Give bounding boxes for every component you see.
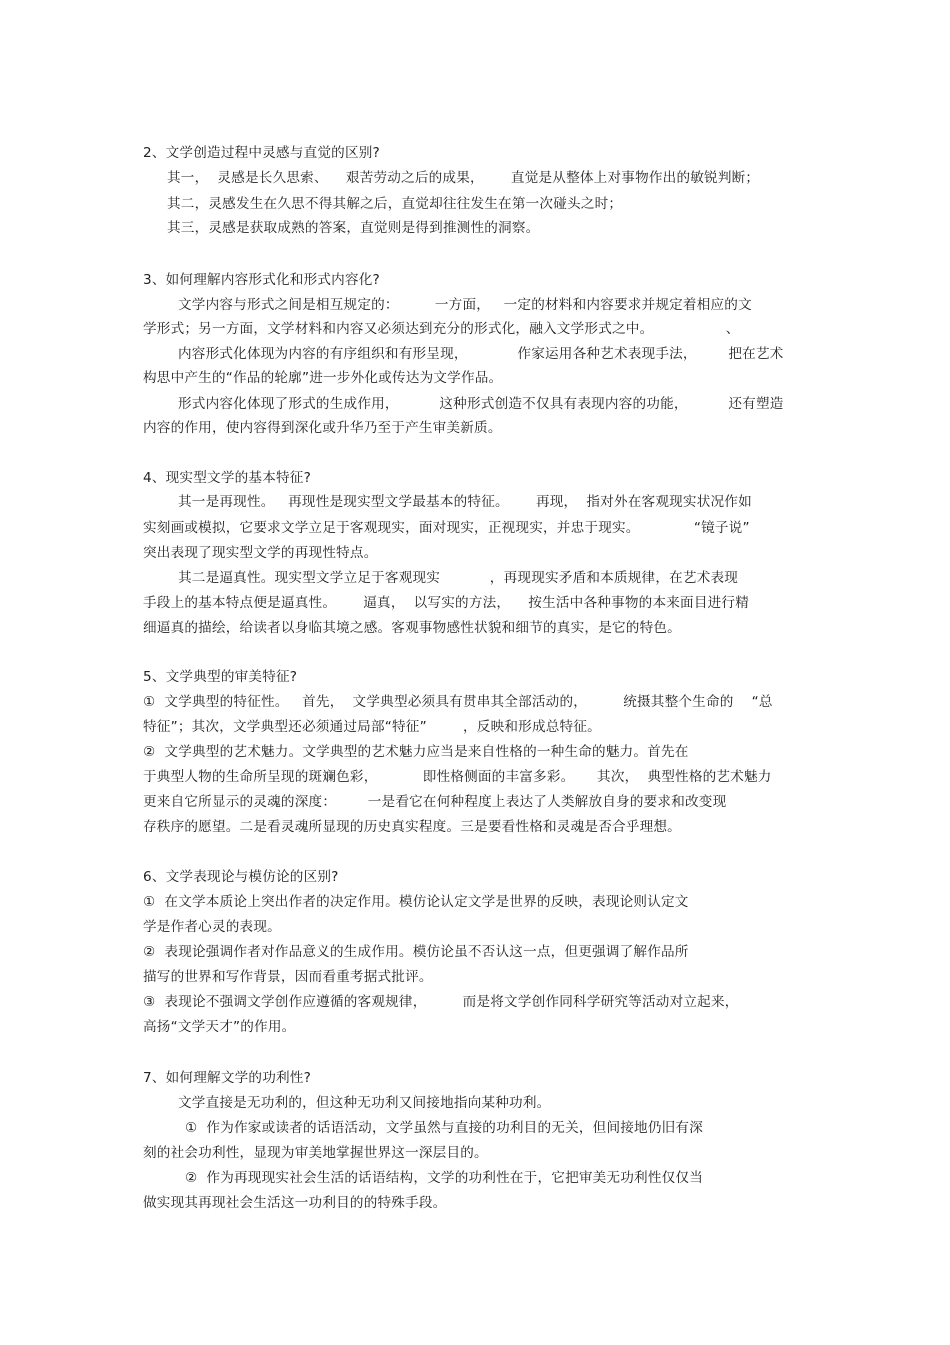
section-4-line-5: 手段上的基本特点便是逼真性。 逼真， 以写实的方法， 按生活中各种事物的本来面目进行精 (143, 595, 749, 611)
section-3-line-6: 内容的作用，使内容得到深化或升华乃至于产生审美新质。 (143, 420, 502, 436)
section-4-line-4: 其二是逼真性。现实型文学立足于客观现实 ，再现现实矛盾和本质规律，在艺术表现 (178, 570, 739, 586)
section-5-line-5: 更来自它所显示的灵魂的深度： 一是看它在何种程度上表达了人类解放自身的要求和改变现 (143, 794, 727, 810)
section-4-line-3: 突出表现了现实型文学的再现性特点。 (143, 545, 378, 561)
section-6-line-3: ② 表现论强调作者对作品意义的生成作用。模仿论虽不否认这一点，但更强调了解作品所 (143, 944, 689, 960)
section-3-heading: 3、如何理解内容形式化和形式内容化? (143, 272, 380, 288)
section-7-line-3: 刻的社会功利性，显现为审美地掌握世界这一深层目的。 (143, 1145, 488, 1161)
section-6-line-2: 学是作者心灵的表现。 (143, 919, 281, 935)
section-6-line-4: 描写的世界和写作背景，因而看重考据式批评。 (143, 969, 433, 985)
section-4-line-2: 实刻画或模拟，它要求文学立足于客观现实，面对现实，正视现实，并忠于现实。 “镜子说” (143, 520, 750, 536)
section-2-line-1: 其一， 灵感是长久思索、 艰苦劳动之后的成果， 直觉是从整体上对事物作出的敏锐判断； (167, 170, 760, 186)
section-5-line-2: 特征”；其次，文学典型还必须通过局部“特征” ，反映和形成总特征。 (143, 719, 601, 735)
section-3-line-5: 形式内容化体现了形式的生成作用， 这种形式创造不仅具有表现内容的功能， 还有塑造 (178, 396, 784, 412)
section-7-line-1: 文学直接是无功利的，但这种无功利又间接地指向某种功利。 (178, 1095, 551, 1111)
section-5-line-4: 于典型人物的生命所呈现的斑斓色彩， 即性格侧面的丰富多彩。 其次， 典型性格的艺术魅力 (143, 769, 772, 785)
section-5-line-1: ① 文学典型的特征性。 首先， 文学典型必须具有贯串其全部活动的， 统摄其整个生命的 “总 (143, 694, 773, 710)
section-3-line-2: 学形式；另一方面，文学材料和内容又必须达到充分的形式化，融入文学形式之中。 、 (143, 321, 740, 337)
section-6-line-6: 高扬“文学天才”的作用。 (143, 1019, 296, 1035)
section-7-line-2: ① 作为作家或读者的话语活动，文学虽然与直接的功利目的无关，但间接地仍旧有深 (185, 1120, 704, 1136)
section-5-line-6: 存秩序的愿望。二是看灵魂所显现的历史真实程度。三是要看性格和灵魂是否合乎理想。 (143, 819, 681, 835)
section-4-line-6: 细逼真的描绘，给读者以身临其境之感。客观事物感性状貌和细节的真实，是它的特色。 (143, 620, 681, 636)
section-3-line-4: 构思中产生的“作品的轮廓”进一步外化或传达为文学作品。 (143, 370, 503, 386)
section-2-heading: 2、文学创造过程中灵感与直觉的区别? (143, 145, 380, 161)
section-3-line-1: 文学内容与形式之间是相互规定的： 一方面， 一定的材料和内容要求并规定着相应的文 (178, 297, 752, 313)
section-2-line-2: 其二，灵感发生在久思不得其解之后，直觉却往往发生在第一次碰头之时； (167, 196, 623, 212)
section-7-line-5: 做实现其再现社会生活这一功利目的的特殊手段。 (143, 1195, 447, 1211)
section-6-line-5: ③ 表现论不强调文学创作应遵循的客观规律， 而是将文学创作同科学研究等活动对立起来， (143, 994, 739, 1010)
section-6-heading: 6、文学表现论与模仿论的区别? (143, 869, 339, 885)
section-7-line-4: ② 作为再现现实社会生活的话语结构，文学的功利性在于，它把审美无功利性仅仅当 (185, 1170, 704, 1186)
section-5-line-3: ② 文学典型的艺术魅力。文学典型的艺术魅力应当是来自性格的一种生命的魅力。首先在 (143, 744, 689, 760)
section-5-heading: 5、文学典型的审美特征? (143, 669, 298, 685)
section-2-line-3: 其三，灵感是获取成熟的答案，直觉则是得到推测性的洞察。 (167, 220, 540, 236)
section-4-heading: 4、现实型文学的基本特征? (143, 470, 311, 486)
section-7-heading: 7、如何理解文学的功利性? (143, 1070, 311, 1086)
section-4-line-1: 其一是再现性。 再现性是现实型文学最基本的特征。 再现， 指对外在客观现实状况作如 (178, 494, 752, 510)
section-3-line-3: 内容形式化体现为内容的有序组织和有形呈现， 作家运用各种艺术表现手法， 把在艺术 (178, 346, 784, 362)
section-6-line-1: ① 在文学本质论上突出作者的决定作用。模仿论认定文学是世界的反映，表现论则认定文 (143, 894, 689, 910)
